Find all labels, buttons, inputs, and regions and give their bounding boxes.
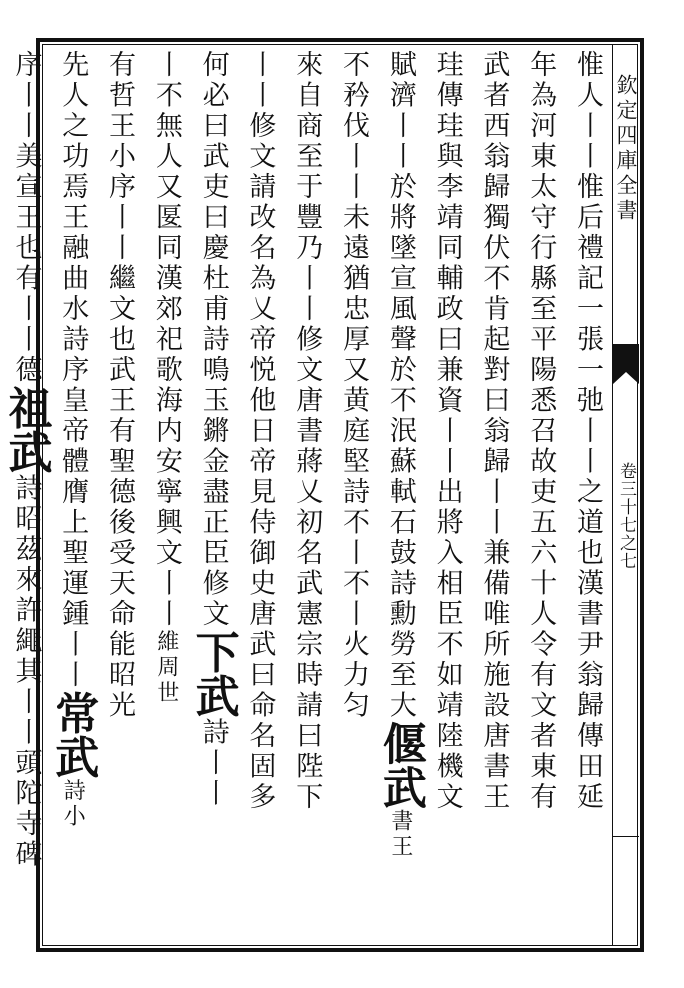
- entry-heading: 偃武: [374, 721, 426, 809]
- text-column: [282, 50, 329, 940]
- text-column: [95, 50, 142, 940]
- text-column: [374, 50, 426, 940]
- text-columns: [0, 50, 610, 940]
- text-column: [142, 50, 189, 940]
- fishtail-mark-icon: [613, 344, 639, 404]
- text-column: [329, 50, 376, 940]
- text-segment: 丨不無人又匽同漢郊祀歌海内安寧興文丨丨: [150, 50, 182, 630]
- strip-rule: [613, 836, 639, 837]
- text-segment: 有哲王小序丨丨繼文也武王有聖德後受天命能昭光: [104, 50, 136, 721]
- text-segment: 詩昭茲來許繩其丨丨頭陀寺碑: [10, 473, 42, 870]
- text-segment: 書王: [387, 809, 413, 860]
- text-column: [423, 50, 470, 940]
- text-column: [563, 50, 610, 940]
- text-segment: 詩丨丨: [197, 717, 229, 809]
- text-segment: 不矜伐丨丨未遠猶忠厚又黄庭堅詩不丨不丨火力匀: [338, 50, 370, 721]
- text-segment: 維周世: [153, 629, 179, 706]
- text-column: [47, 50, 99, 940]
- volume-label: 卷三十七之七: [616, 462, 636, 570]
- entry-heading: 下武: [187, 629, 239, 718]
- text-segment: 珪傳珪與李靖同輔政曰兼資丨丨出將入相臣不如靖陸機文: [431, 50, 463, 813]
- text-segment: 詩小: [60, 778, 86, 830]
- text-segment: 先人之功焉王融曲水詩序皇帝體膺上聖運鍾丨丨: [57, 50, 89, 691]
- text-segment: 序丨丨美宣王也有丨丨德: [10, 50, 42, 386]
- text-column: [470, 50, 517, 940]
- center-strip: [612, 44, 638, 946]
- text-segment: 丨丨修文請改名為乂帝悦他日帝見侍御史唐武曰命名固多: [244, 50, 276, 813]
- text-segment: 惟人丨丨惟后禮記一張一弛丨丨之道也漢書尹翁歸傳田延: [572, 50, 603, 813]
- text-column: [236, 50, 283, 940]
- text-column: [516, 50, 563, 940]
- text-column: [187, 50, 239, 940]
- book-title: 欽定四庫全書: [614, 74, 638, 224]
- text-column: [0, 50, 52, 940]
- entry-heading: 祖武: [0, 385, 52, 474]
- text-segment: 賦濟丨丨於將墜宣風聲於不泯蘇軾石鼓詩勳勞至大: [384, 50, 416, 721]
- text-segment: 武者西翁歸獨伏不肯起對曰翁歸丨丨兼備唯所施設唐書王: [478, 50, 510, 813]
- text-segment: 來自商至于豐乃丨丨修文唐書蔣乂初名武憲宗時請曰陛下: [291, 50, 323, 813]
- entry-heading: 常武: [47, 690, 99, 779]
- text-segment: 何必曰武吏曰慶杜甫詩鳴玉鏘金盡正臣修文: [197, 50, 229, 630]
- text-segment: 年為河東太守行縣至平陽悉召故吏五六十人令有文者東有: [525, 50, 557, 813]
